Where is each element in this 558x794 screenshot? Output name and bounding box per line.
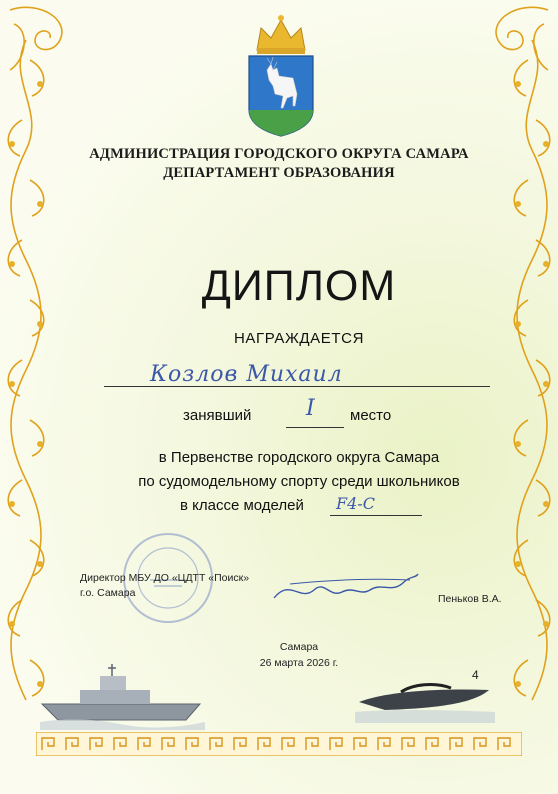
recipient-underline (104, 386, 490, 387)
class-label: в классе моделей (180, 497, 304, 514)
org-name-line2: ДЕПАРТАМЕНТ ОБРАЗОВАНИЯ (163, 165, 395, 181)
signatory-name: Пеньков В.А. (438, 593, 502, 605)
handwritten-signature (270, 568, 420, 608)
crown-icon (257, 15, 305, 54)
org-name-line1: АДМИНИСТРАЦИЯ ГОРОДСКОГО ОКРУГА САМАРА (89, 146, 469, 162)
event-line1: в Первенстве городского округа Самара (158, 449, 440, 466)
class-underline (330, 515, 422, 516)
samara-coat-of-arms (243, 10, 319, 138)
top-right-corner-ornament (438, 0, 558, 90)
place-underline (286, 427, 344, 428)
boat-number: 4 (472, 668, 479, 682)
signatory-role-line1: Директор МБУ ДО «ЦДТТ «Поиск» (80, 572, 250, 584)
place-value: I (306, 396, 315, 421)
signatory-role-line2: г.о. Самара (80, 587, 136, 599)
warship-illustration (40, 660, 205, 730)
diploma-title: ДИПЛОМ (201, 262, 397, 310)
place-suffix: место (350, 407, 392, 424)
bottom-ornament-band (36, 732, 522, 756)
class-value: F4-C (336, 494, 375, 513)
right-ornament-border (498, 0, 558, 794)
recipient-name: Козлов Михаил (150, 362, 343, 387)
footer-city: Самара (279, 641, 319, 653)
top-left-corner-ornament (0, 0, 120, 90)
footer-date: 26 марта 2026 г. (259, 657, 339, 669)
awarded-label: НАГРАЖДАЕТСЯ (233, 330, 364, 347)
event-line2: по судомодельному спорту среди школьников (138, 473, 460, 490)
place-prefix: занявший (183, 407, 252, 424)
